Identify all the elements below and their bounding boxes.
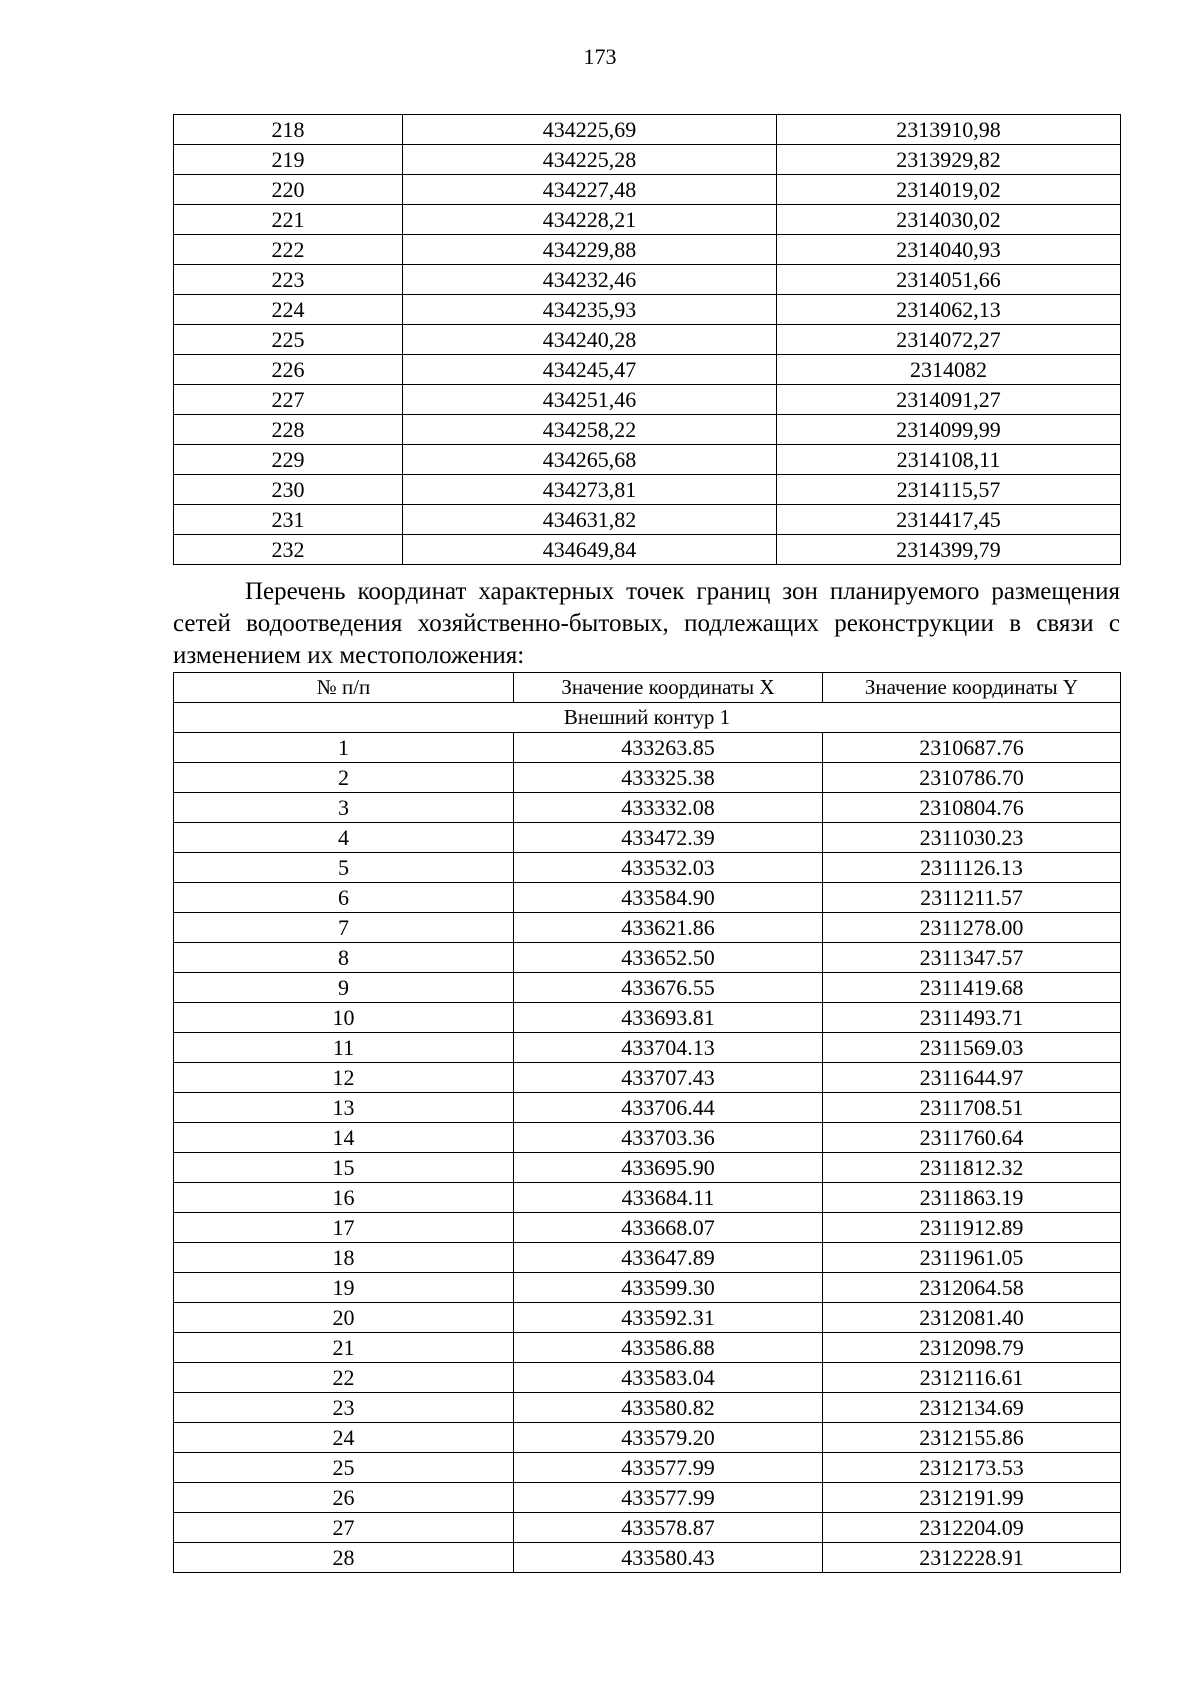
cell-coordinate-y: 2314072,27: [777, 325, 1121, 355]
cell-number: 19: [174, 1273, 514, 1303]
table-row: [174, 235, 1121, 265]
cell-coordinate-x: 433706.44: [514, 1093, 823, 1123]
cell-number: 218: [174, 115, 403, 145]
cell-coordinate-y: 2311961.05: [823, 1243, 1121, 1273]
table-row: [174, 853, 1121, 883]
cell-number: 12: [174, 1063, 514, 1093]
cell-number: 18: [174, 1243, 514, 1273]
table-row: [174, 1393, 1121, 1423]
cell-coordinate-y: 2311493.71: [823, 1003, 1121, 1033]
cell-number: 16: [174, 1183, 514, 1213]
cell-number: 222: [174, 235, 403, 265]
cell-number: 224: [174, 295, 403, 325]
table-row: [174, 823, 1121, 853]
cell-coordinate-y: 2312191.99: [823, 1483, 1121, 1513]
cell-number: 229: [174, 445, 403, 475]
table-row: [174, 1333, 1121, 1363]
table-row: [174, 1483, 1121, 1513]
cell-coordinate-y: 2312155.86: [823, 1423, 1121, 1453]
cell-coordinate-y: 2310786.70: [823, 763, 1121, 793]
cell-number: 22: [174, 1363, 514, 1393]
cell-number: 1: [174, 733, 514, 763]
cell-coordinate-x: 433332.08: [514, 793, 823, 823]
cell-number: 4: [174, 823, 514, 853]
coordinates-table-continued: [173, 114, 1121, 565]
cell-number: 9: [174, 973, 514, 1003]
cell-coordinate-y: 2312134.69: [823, 1393, 1121, 1423]
page-number: 173: [583, 44, 617, 69]
table-row: [174, 913, 1121, 943]
cell-coordinate-y: 2314115,57: [777, 475, 1121, 505]
cell-coordinate-x: 433584.90: [514, 883, 823, 913]
cell-coordinate-y: 2312173.53: [823, 1453, 1121, 1483]
table-row: [174, 1453, 1121, 1483]
cell-coordinate-y: 2314091,27: [777, 385, 1121, 415]
cell-number: 230: [174, 475, 403, 505]
cell-number: 223: [174, 265, 403, 295]
cell-coordinate-y: 2314062,13: [777, 295, 1121, 325]
cell-number: 27: [174, 1513, 514, 1543]
cell-coordinate-x: 433621.86: [514, 913, 823, 943]
cell-coordinate-x: 434631,82: [403, 505, 777, 535]
table-row: [174, 1093, 1121, 1123]
table-row: [174, 1183, 1121, 1213]
table-row: [174, 1063, 1121, 1093]
table-row: [174, 1243, 1121, 1273]
cell-coordinate-y: 2311211.57: [823, 883, 1121, 913]
cell-coordinate-x: 433695.90: [514, 1153, 823, 1183]
table-row: [174, 325, 1121, 355]
cell-coordinate-x: 434225,69: [403, 115, 777, 145]
coordinates-table-sewerage-body: [174, 703, 1121, 1573]
cell-coordinate-x: 433693.81: [514, 1003, 823, 1033]
cell-coordinate-y: 2314030,02: [777, 205, 1121, 235]
cell-coordinate-x: 433586.88: [514, 1333, 823, 1363]
cell-coordinate-y: 2311030.23: [823, 823, 1121, 853]
table-row: [174, 505, 1121, 535]
table-row: [174, 733, 1121, 763]
table-header-row: [174, 673, 1121, 703]
cell-coordinate-x: 433577.99: [514, 1453, 823, 1483]
cell-coordinate-y: 2311708.51: [823, 1093, 1121, 1123]
table-row: [174, 1273, 1121, 1303]
coordinates-table-sewerage: [173, 672, 1121, 1573]
cell-number: 221: [174, 205, 403, 235]
cell-coordinate-y: 2311760.64: [823, 1123, 1121, 1153]
cell-number: 228: [174, 415, 403, 445]
cell-number: 23: [174, 1393, 514, 1423]
header-number: № п/п: [174, 673, 514, 703]
cell-coordinate-y: 2310687.76: [823, 733, 1121, 763]
cell-coordinate-y: 2314399,79: [777, 535, 1121, 565]
cell-coordinate-x: 434232,46: [403, 265, 777, 295]
table-row: [174, 943, 1121, 973]
table-row: [174, 1033, 1121, 1063]
cell-number: 2: [174, 763, 514, 793]
table-row: [174, 535, 1121, 565]
cell-number: 232: [174, 535, 403, 565]
cell-coordinate-x: 433579.20: [514, 1423, 823, 1453]
table-row: [174, 1363, 1121, 1393]
cell-number: 231: [174, 505, 403, 535]
header-coordinate-y: Значение координаты Y: [823, 673, 1121, 703]
cell-coordinate-x: 433668.07: [514, 1213, 823, 1243]
table-row: [174, 445, 1121, 475]
table-row: [174, 205, 1121, 235]
cell-coordinate-x: 433472.39: [514, 823, 823, 853]
table-row: [174, 1543, 1121, 1573]
table-row: [174, 1513, 1121, 1543]
cell-number: 13: [174, 1093, 514, 1123]
cell-number: 10: [174, 1003, 514, 1033]
cell-coordinate-x: 433580.82: [514, 1393, 823, 1423]
cell-number: 14: [174, 1123, 514, 1153]
cell-coordinate-y: 2314108,11: [777, 445, 1121, 475]
table-row: [174, 1303, 1121, 1333]
table-row: [174, 145, 1121, 175]
cell-coordinate-x: 434265,68: [403, 445, 777, 475]
cell-number: 26: [174, 1483, 514, 1513]
cell-coordinate-y: 2311419.68: [823, 973, 1121, 1003]
cell-coordinate-y: 2311912.89: [823, 1213, 1121, 1243]
cell-coordinate-x: 434273,81: [403, 475, 777, 505]
table-row: [174, 415, 1121, 445]
table-row: [174, 115, 1121, 145]
header-coordinate-x: Значение координаты X: [514, 673, 823, 703]
cell-coordinate-y: 2314099,99: [777, 415, 1121, 445]
cell-number: 15: [174, 1153, 514, 1183]
cell-coordinate-x: 433583.04: [514, 1363, 823, 1393]
table-row: [174, 973, 1121, 1003]
cell-coordinate-x: 433532.03: [514, 853, 823, 883]
cell-coordinate-y: 2312204.09: [823, 1513, 1121, 1543]
cell-coordinate-y: 2312098.79: [823, 1333, 1121, 1363]
cell-coordinate-x: 434258,22: [403, 415, 777, 445]
cell-coordinate-x: 433592.31: [514, 1303, 823, 1333]
cell-coordinate-x: 433577.99: [514, 1483, 823, 1513]
cell-number: 21: [174, 1333, 514, 1363]
cell-coordinate-x: 434649,84: [403, 535, 777, 565]
cell-number: 17: [174, 1213, 514, 1243]
cell-coordinate-x: 434228,21: [403, 205, 777, 235]
cell-number: 5: [174, 853, 514, 883]
table-row: [174, 175, 1121, 205]
cell-number: 219: [174, 145, 403, 175]
cell-coordinate-y: 2311644.97: [823, 1063, 1121, 1093]
cell-coordinate-y: 2311863.19: [823, 1183, 1121, 1213]
cell-coordinate-x: 434251,46: [403, 385, 777, 415]
table-row: [174, 265, 1121, 295]
table-row: [174, 475, 1121, 505]
coordinates-table-continued-body: [174, 115, 1121, 565]
table-row: [174, 1123, 1121, 1153]
cell-coordinate-x: 433325.38: [514, 763, 823, 793]
cell-coordinate-x: 434227,48: [403, 175, 777, 205]
cell-number: 25: [174, 1453, 514, 1483]
table-row: [174, 1003, 1121, 1033]
cell-coordinate-y: 2312064.58: [823, 1273, 1121, 1303]
cell-coordinate-x: 433703.36: [514, 1123, 823, 1153]
cell-coordinate-y: 2311569.03: [823, 1033, 1121, 1063]
cell-coordinate-y: 2312228.91: [823, 1543, 1121, 1573]
cell-coordinate-y: 2313910,98: [777, 115, 1121, 145]
cell-coordinate-y: 2314051,66: [777, 265, 1121, 295]
table-row: [174, 1153, 1121, 1183]
cell-number: 11: [174, 1033, 514, 1063]
cell-coordinate-x: 433676.55: [514, 973, 823, 1003]
cell-coordinate-y: 2311347.57: [823, 943, 1121, 973]
cell-number: 7: [174, 913, 514, 943]
cell-coordinate-y: 2314082: [777, 355, 1121, 385]
section-paragraph: Перечень координат характерных точек границ зон планируемого размещения сетей водоотведения хозяйственно-бытовых, подлежащих реконструкции в связи с изменением их местоположения:: [173, 578, 1120, 669]
cell-coordinate-y: 2311126.13: [823, 853, 1121, 883]
table-row: [174, 1423, 1121, 1453]
cell-number: 28: [174, 1543, 514, 1573]
cell-coordinate-y: 2312116.61: [823, 1363, 1121, 1393]
cell-coordinate-y: 2311812.32: [823, 1153, 1121, 1183]
cell-coordinate-x: 433704.13: [514, 1033, 823, 1063]
cell-coordinate-y: 2313929,82: [777, 145, 1121, 175]
cell-number: 8: [174, 943, 514, 973]
cell-coordinate-x: 434245,47: [403, 355, 777, 385]
cell-number: 3: [174, 793, 514, 823]
table-row: [174, 385, 1121, 415]
cell-coordinate-x: 433647.89: [514, 1243, 823, 1273]
cell-coordinate-x: 433263.85: [514, 733, 823, 763]
cell-coordinate-x: 434240,28: [403, 325, 777, 355]
cell-number: 226: [174, 355, 403, 385]
section-title-row: [174, 703, 1121, 733]
table-row: [174, 763, 1121, 793]
cell-number: 6: [174, 883, 514, 913]
cell-coordinate-y: 2310804.76: [823, 793, 1121, 823]
section-title: Внешний контур 1: [174, 703, 1121, 733]
table-row: [174, 793, 1121, 823]
cell-coordinate-x: 434225,28: [403, 145, 777, 175]
cell-coordinate-x: 433707.43: [514, 1063, 823, 1093]
cell-number: 220: [174, 175, 403, 205]
cell-number: 24: [174, 1423, 514, 1453]
cell-coordinate-y: 2314417,45: [777, 505, 1121, 535]
cell-coordinate-y: 2314019,02: [777, 175, 1121, 205]
cell-coordinate-y: 2312081.40: [823, 1303, 1121, 1333]
cell-coordinate-x: 433578.87: [514, 1513, 823, 1543]
cell-coordinate-x: 434229,88: [403, 235, 777, 265]
cell-coordinate-x: 434235,93: [403, 295, 777, 325]
cell-coordinate-x: 433580.43: [514, 1543, 823, 1573]
cell-coordinate-x: 433652.50: [514, 943, 823, 973]
table-row: [174, 1213, 1121, 1243]
cell-coordinate-x: 433684.11: [514, 1183, 823, 1213]
table-row: [174, 355, 1121, 385]
cell-coordinate-y: 2314040,93: [777, 235, 1121, 265]
cell-coordinate-x: 433599.30: [514, 1273, 823, 1303]
table-row: [174, 295, 1121, 325]
table-row: [174, 883, 1121, 913]
cell-coordinate-y: 2311278.00: [823, 913, 1121, 943]
cell-number: 227: [174, 385, 403, 415]
cell-number: 20: [174, 1303, 514, 1333]
cell-number: 225: [174, 325, 403, 355]
